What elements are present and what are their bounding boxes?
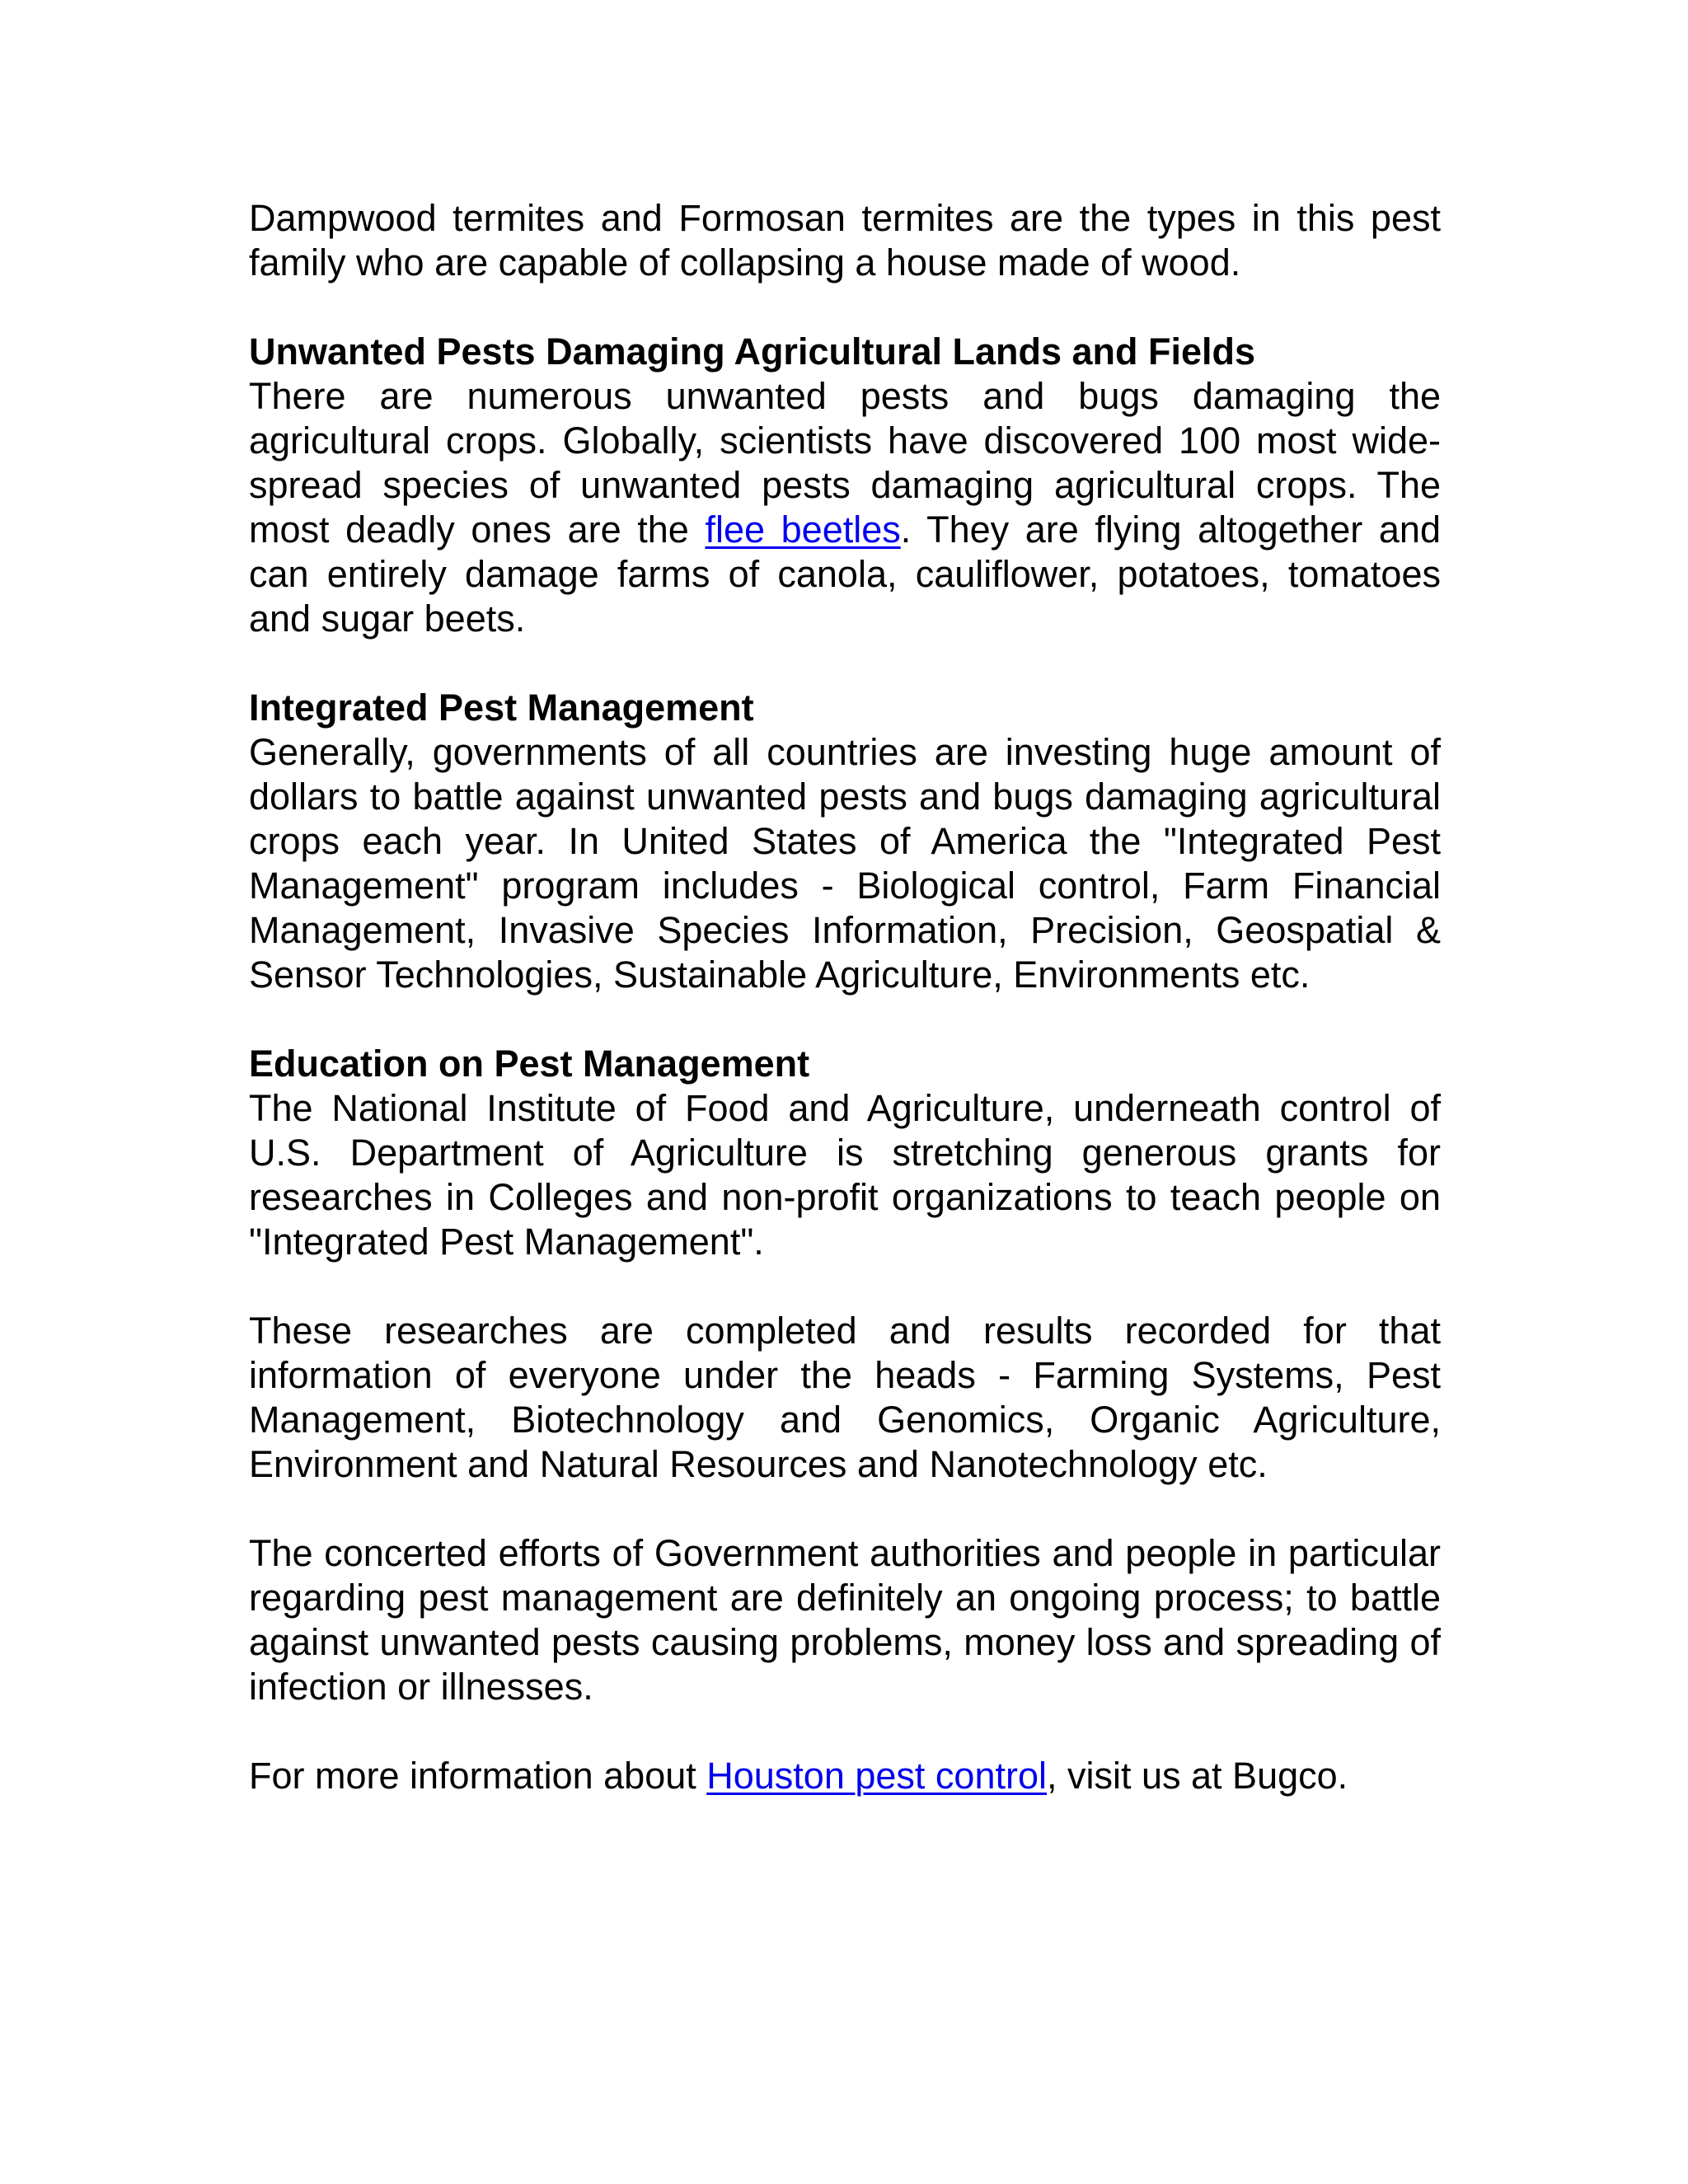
section-heading-agricultural: Unwanted Pests Damaging Agricultural Lands and Fields (249, 330, 1256, 373)
section-body-ipm: Generally, governments of all countries are investing huge amount of dollars to battle against unwanted pests and bugs damaging agricultural crops each year. In United States of America the "Integrated Pest Management" program includes - Biological control, Farm Financial Management, Invasive Species Information, Precision, Geospatial & Sensor Technologies, Sustainable Agriculture, Environments etc. (249, 731, 1441, 996)
concerted-text: The concerted efforts of Government authorities and people in particular regarding pest management are definitely an ongoing process; to battle against unwanted pests causing problems, money loss and spreading of infection or illnesses. (249, 1532, 1441, 1708)
intro-text: Dampwood termites and Formosan termites are the types in this pest family who are capable of collapsing a house made of wood. (249, 197, 1441, 284)
more-info-text-after-link: , visit us at Bugco. (1046, 1755, 1348, 1797)
research-paragraph (249, 1309, 1441, 1487)
agricultural-text-after-link: . They are flying altogether and can entirely damage farms of canola, cauliflower, potatoes, tomatoes and sugar beets. (249, 509, 1441, 640)
section-body-education: The National Institute of Food and Agriculture, underneath control of U.S. Department of Agriculture is stretching generous grants for researches in Colleges and non-profit organizations to teach people on "Integrated Pest Management". (249, 1087, 1441, 1263)
more-info-text-before-link: For more information about (249, 1755, 707, 1797)
section-agricultural (249, 330, 1441, 641)
flee-beetles-link[interactable]: flee beetles (705, 509, 901, 551)
more-info-text (249, 1754, 1441, 1798)
section-heading-education: Education on Pest Management (249, 1043, 810, 1085)
concerted-paragraph (249, 1531, 1441, 1709)
section-heading-ipm: Integrated Pest Management (249, 687, 754, 729)
intro-paragraph (249, 196, 1441, 285)
houston-pest-control-link[interactable]: Houston pest control (706, 1755, 1047, 1797)
more-info-paragraph (249, 1754, 1441, 1798)
agricultural-text-before-link: There are numerous unwanted pests and bugs damaging the agricultural crops. Globally, scientists have discovered 100 most wide-spread species of unwanted pests damaging agricultural crops. The most deadly ones are the (249, 375, 1441, 551)
section-ipm (249, 686, 1441, 997)
document-page (249, 196, 1441, 1843)
section-education (249, 1042, 1441, 1264)
section-body-agricultural (249, 374, 1441, 641)
research-text: These researches are completed and results recorded for that information of everyone under the heads - Farming Systems, Pest Management, Biotechnology and Genomics, Organic Agriculture, Environment and Natural Resources and Nanotechnology etc. (249, 1310, 1441, 1485)
